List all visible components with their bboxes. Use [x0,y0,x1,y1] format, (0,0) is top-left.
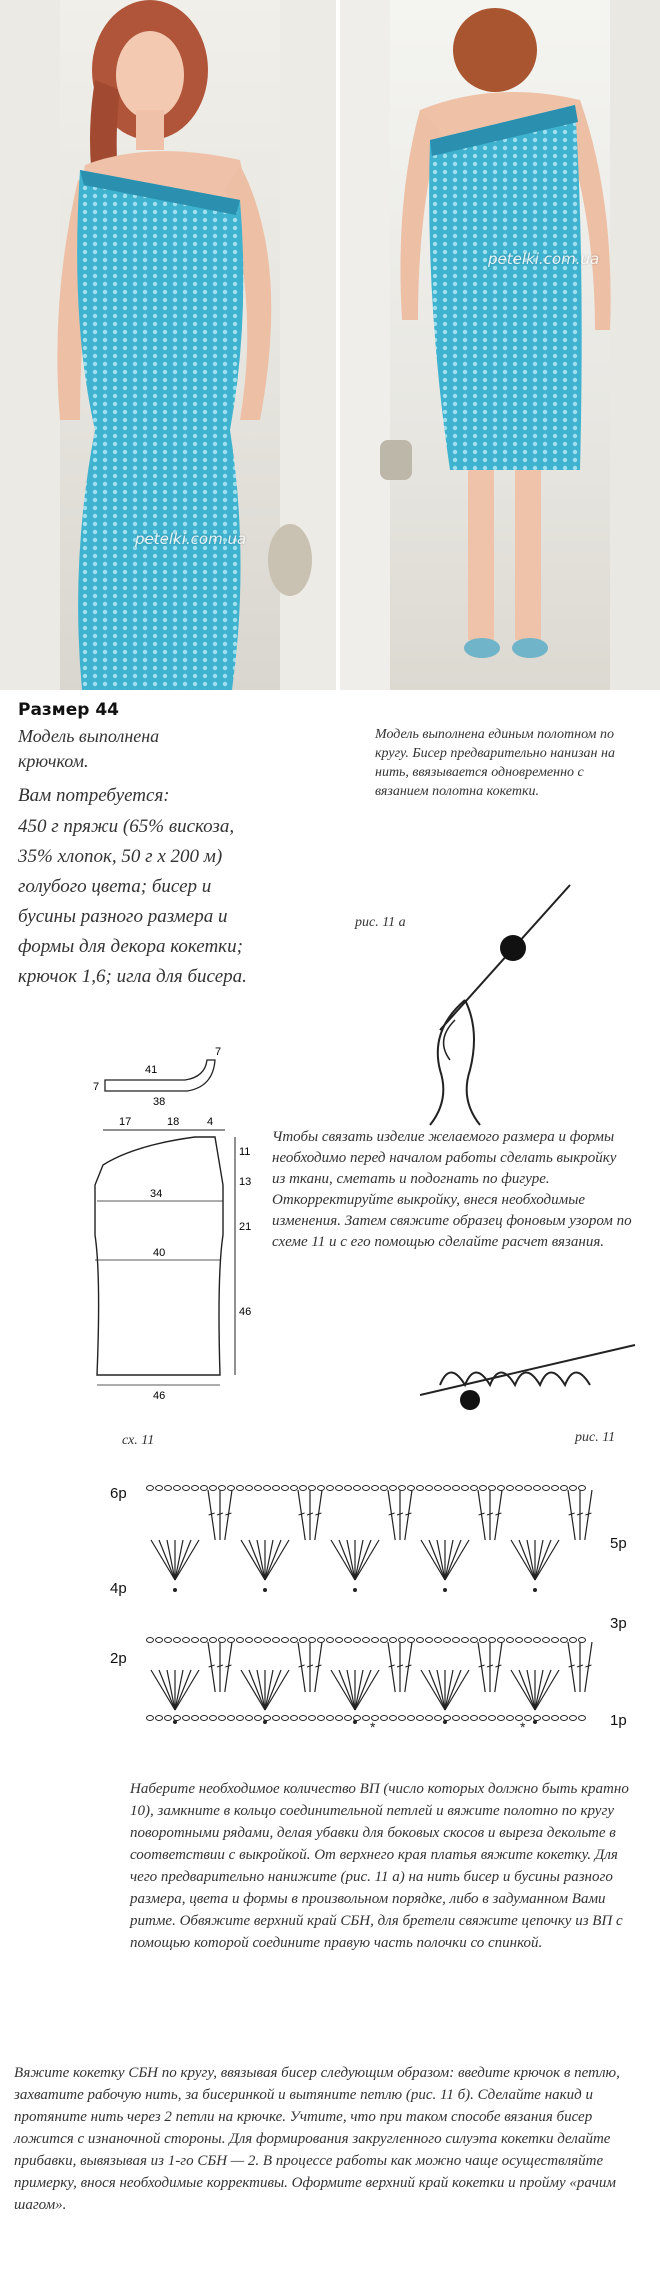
materials-text: 450 г пряжи (65% вискоза, 35% хлопок, 50 г х 200 м) голубого цвета; бисер и бусины разного размера и формы для декора кокетки; крючок 1,6; игла для бисера. [18,816,247,987]
chain-stitch [273,1716,280,1721]
watermark-right: petelki.com.ua [488,250,600,268]
chain-stitch [381,1716,388,1721]
chain-stitch [255,1716,262,1721]
chain-stitch [453,1486,460,1491]
chain-stitch [498,1716,505,1721]
chain-stitch [147,1486,154,1491]
chain-stitch [264,1716,271,1721]
chain-stitch [579,1486,586,1491]
method-intro-text: Модель выполнена единым полотном по кругу. Бисер предварительно нанизан на нить, ввязывается одновременно с вязанием полотна кокетки. [375,727,615,799]
chain-stitch [210,1638,217,1643]
chain-stitch [426,1716,433,1721]
chain-stitch [255,1486,262,1491]
chain-stitch [480,1716,487,1721]
chain-stitch [453,1716,460,1721]
chain-stitch [192,1638,199,1643]
chain-stitch [417,1716,424,1721]
yoke-instructions: Вяжите кокетку СБН по кругу, ввязывая бисер следующим образом: введите крючок в петлю, захватите рабочую нить, за бисеринкой и вытяните петлю (рис. 11 б). Сделайте накид и протяните нить через 2 петли на крючке. Учтите, что при таком способе вязания бисер ложится с изнаночной стороны. Для формирования закругленного силуэта кокетки делайте прибавки, вывязывая из 1-го СБН — 2. В процессе работы как можно чаще осуществляйте примерку, внося необходимые коррективы. Оформите верхний край кокетки и пройму «рачим шагом». [14,2065,620,2213]
chain-stitch [309,1638,316,1643]
chain-stitch [309,1716,316,1721]
chain-stitch [174,1638,181,1643]
chain-stitch [228,1638,235,1643]
chain-stitch [291,1486,298,1491]
chain-stitch [300,1638,307,1643]
chain-stitch [507,1638,514,1643]
chain-stitch [156,1716,163,1721]
chain-stitch [390,1486,397,1491]
chain-stitch [345,1486,352,1491]
chain-stitch [507,1716,514,1721]
chain-stitch [210,1716,217,1721]
stitch-chart [140,1470,600,1740]
chain-stitch [237,1716,244,1721]
chain-stitch [516,1638,523,1643]
chain-stitch [399,1716,406,1721]
chain-stitch [471,1716,478,1721]
chain-stitch [363,1486,370,1491]
chain-stitch [381,1486,388,1491]
chain-stitch [462,1638,469,1643]
chain-stitch [237,1486,244,1491]
shell-stitch [535,1540,551,1580]
chain-stitch [561,1716,568,1721]
fig-11a-label: рис. 11 а [355,915,406,930]
shell-stitch [535,1670,551,1710]
chain-stitch [570,1638,577,1643]
fig-11a-needle-drawing [420,880,580,1130]
chain-stitch [246,1638,253,1643]
chain-stitch [156,1638,163,1643]
chain-stitch [480,1486,487,1491]
chain-stitch [444,1486,451,1491]
chain-stitch [561,1638,568,1643]
shell-stitch [445,1670,461,1710]
shell-stitch [429,1670,445,1710]
chain-stitch [201,1716,208,1721]
chain-stitch [237,1638,244,1643]
knitting-instructions: Наберите необходимое количество ВП (число которых должно быть кратно 10), замкните в кольцо соединительной петлей и вяжите полотно по кругу поворотными рядами, делая убавки для боковых скосов и выреза декольте в соответствии с выкройкой. От верхнего края платья вяжите кокетку. Для чего предварительно нанижите (рис. 11 а) на нить бисер и бусины разного размера, цвета и формы в произвольном порядке, либо в задуманном Вами ритме. Обвяжите верхний край СБН, для бретели свяжите цепочку из ВП с помощью которой соедините правую часть полочки со спинкой. [130,1781,629,1951]
dim-strap-end: 7 [93,1081,100,1093]
dim-right-3: 21 [239,1221,252,1233]
back-photo [340,0,660,690]
chain-stitch [228,1486,235,1491]
repeat-marker: * [370,1719,376,1735]
chain-stitch [183,1716,190,1721]
row-label-right-3: 1р [610,1712,627,1729]
slip-stitch [263,1588,267,1592]
chain-stitch [462,1716,469,1721]
chain-stitch [552,1716,559,1721]
shell-stitch [339,1540,355,1580]
chain-stitch [183,1486,190,1491]
shell-stitch [429,1540,445,1580]
chain-stitch [336,1486,343,1491]
chain-stitch [480,1638,487,1643]
watermark-left: petelki.com.ua [135,530,247,548]
dim-right-4: 46 [239,1306,252,1318]
fig-11b-label: рис. 11 [575,1430,616,1445]
chain-stitch [552,1638,559,1643]
chain-stitch [246,1486,253,1491]
chain-stitch [408,1716,415,1721]
size-title: Размер 44 [18,700,119,720]
slip-stitch [173,1588,177,1592]
chain-stitch [192,1486,199,1491]
chain-stitch [525,1716,532,1721]
chain-stitch [345,1638,352,1643]
chain-stitch [444,1638,451,1643]
slip-stitch [353,1720,357,1724]
chain-stitch [255,1638,262,1643]
chain-stitch [291,1638,298,1643]
chain-stitch [336,1638,343,1643]
slip-stitch [533,1720,537,1724]
chain-stitch [246,1716,253,1721]
chain-stitch [327,1638,334,1643]
shell-stitch [355,1540,371,1580]
chain-stitch [282,1486,289,1491]
dim-strap-top: 7 [215,1046,222,1058]
row-label-left-1: 6р [110,1485,127,1502]
shell-stitch [265,1670,281,1710]
chain-stitch [210,1486,217,1491]
chain-stitch [201,1486,208,1491]
shell-stitch [445,1540,461,1580]
shell-stitch [519,1540,535,1580]
chain-stitch [156,1486,163,1491]
chain-stitch [300,1486,307,1491]
chain-stitch [534,1716,541,1721]
chain-stitch [264,1638,271,1643]
chain-stitch [354,1486,361,1491]
repeat-marker: * [520,1719,526,1735]
chain-stitch [534,1638,541,1643]
chain-stitch [516,1486,523,1491]
chain-stitch [426,1638,433,1643]
row-label-left-3: 2р [110,1650,127,1667]
row-label-right-1: 5р [610,1535,627,1552]
chain-stitch [435,1638,442,1643]
chain-stitch [489,1486,496,1491]
chain-stitch [228,1716,235,1721]
back-model-illustration [340,0,660,690]
chain-stitch [273,1486,280,1491]
chain-stitch [273,1638,280,1643]
chain-stitch [390,1716,397,1721]
chain-stitch [327,1486,334,1491]
chain-stitch [354,1638,361,1643]
chain-stitch [264,1486,271,1491]
shell-stitch [175,1540,191,1580]
chain-stitch [399,1638,406,1643]
fit-instructions: Чтобы связать изделие желаемого размера и формы необходимо перед началом работы сделать выкройку из ткани, сметать и подогнать по фигуре. Откорректируйте выкройку, внеся необходимые изменения. Затем свяжите образец фоновым узором по схеме 11 и с его помощью сделайте расчет вязания. [272,1129,632,1250]
chain-stitch [318,1716,325,1721]
shell-stitch [159,1540,175,1580]
slip-stitch [173,1720,177,1724]
chain-stitch [552,1486,559,1491]
shell-stitch [159,1670,175,1710]
chain-stitch [165,1638,172,1643]
shell-stitch [249,1670,265,1710]
chain-stitch [336,1716,343,1721]
fig-11b-hook-drawing [420,1340,640,1430]
dim-top-a: 17 [119,1116,132,1128]
chain-stitch [489,1638,496,1643]
chain-stitch [426,1486,433,1491]
chain-stitch [453,1638,460,1643]
intro-text: Модель выполнена крючком. [18,726,160,771]
shell-stitch [519,1670,535,1710]
slip-stitch [263,1720,267,1724]
chain-stitch [435,1486,442,1491]
chain-stitch [435,1716,442,1721]
dim-bust: 34 [150,1188,163,1200]
shell-stitch [355,1670,371,1710]
shell-stitch [175,1670,191,1710]
chain-stitch [372,1486,379,1491]
slip-stitch [443,1588,447,1592]
chain-stitch [192,1716,199,1721]
chain-stitch [462,1486,469,1491]
chain-stitch [363,1716,370,1721]
chain-stitch [471,1638,478,1643]
dim-right-1: 11 [239,1146,251,1158]
chain-stitch [417,1486,424,1491]
chain-stitch [561,1486,568,1491]
chain-stitch [390,1638,397,1643]
chain-stitch [489,1716,496,1721]
chain-stitch [498,1486,505,1491]
dim-strap-inner: 38 [153,1096,166,1108]
chain-stitch [183,1638,190,1643]
row-label-right-2: 3р [610,1615,627,1632]
chain-stitch [525,1486,532,1491]
chain-stitch [381,1638,388,1643]
chain-stitch [327,1716,334,1721]
chain-stitch [543,1716,550,1721]
chain-stitch [282,1716,289,1721]
chain-stitch [165,1716,172,1721]
chain-stitch [300,1716,307,1721]
row-label-left-2: 4р [110,1580,127,1597]
schema-label: сх. 11 [122,1433,155,1448]
slip-stitch [533,1588,537,1592]
chain-stitch [417,1638,424,1643]
dim-right-2: 13 [239,1176,252,1188]
dim-top-b: 18 [167,1116,180,1128]
slip-stitch [353,1588,357,1592]
chain-stitch [570,1486,577,1491]
chain-stitch [408,1486,415,1491]
chain-stitch [534,1486,541,1491]
chain-stitch [498,1638,505,1643]
chain-stitch [147,1638,154,1643]
chain-stitch [507,1486,514,1491]
chain-stitch [219,1486,226,1491]
chain-stitch [354,1716,361,1721]
chain-stitch [525,1638,532,1643]
dim-bottom: 46 [153,1390,166,1402]
chain-stitch [372,1638,379,1643]
chain-stitch [147,1716,154,1721]
dim-strap-length: 41 [145,1064,158,1076]
shell-stitch [265,1540,281,1580]
chain-stitch [174,1486,181,1491]
chain-stitch [282,1638,289,1643]
chain-stitch [219,1638,226,1643]
chain-stitch [579,1638,586,1643]
chain-stitch [543,1638,550,1643]
chain-stitch [318,1486,325,1491]
dim-hips: 40 [153,1247,166,1259]
chain-stitch [318,1638,325,1643]
chain-stitch [399,1486,406,1491]
garment-pattern-diagram [75,1025,255,1405]
chain-stitch [165,1486,172,1491]
front-photo [0,0,336,690]
chain-stitch [543,1486,550,1491]
chain-stitch [444,1716,451,1721]
chain-stitch [579,1716,586,1721]
chain-stitch [471,1486,478,1491]
chain-stitch [345,1716,352,1721]
shell-stitch [339,1670,355,1710]
chain-stitch [363,1638,370,1643]
dim-top-c: 4 [207,1116,214,1128]
chain-stitch [309,1486,316,1491]
shell-stitch [249,1540,265,1580]
chain-stitch [219,1716,226,1721]
chain-stitch [570,1716,577,1721]
chain-stitch [201,1638,208,1643]
slip-stitch [443,1720,447,1724]
materials-label: Вам потребуется: [18,785,170,806]
front-model-illustration [0,0,336,690]
chain-stitch [174,1716,181,1721]
chain-stitch [291,1716,298,1721]
chain-stitch [408,1638,415,1643]
